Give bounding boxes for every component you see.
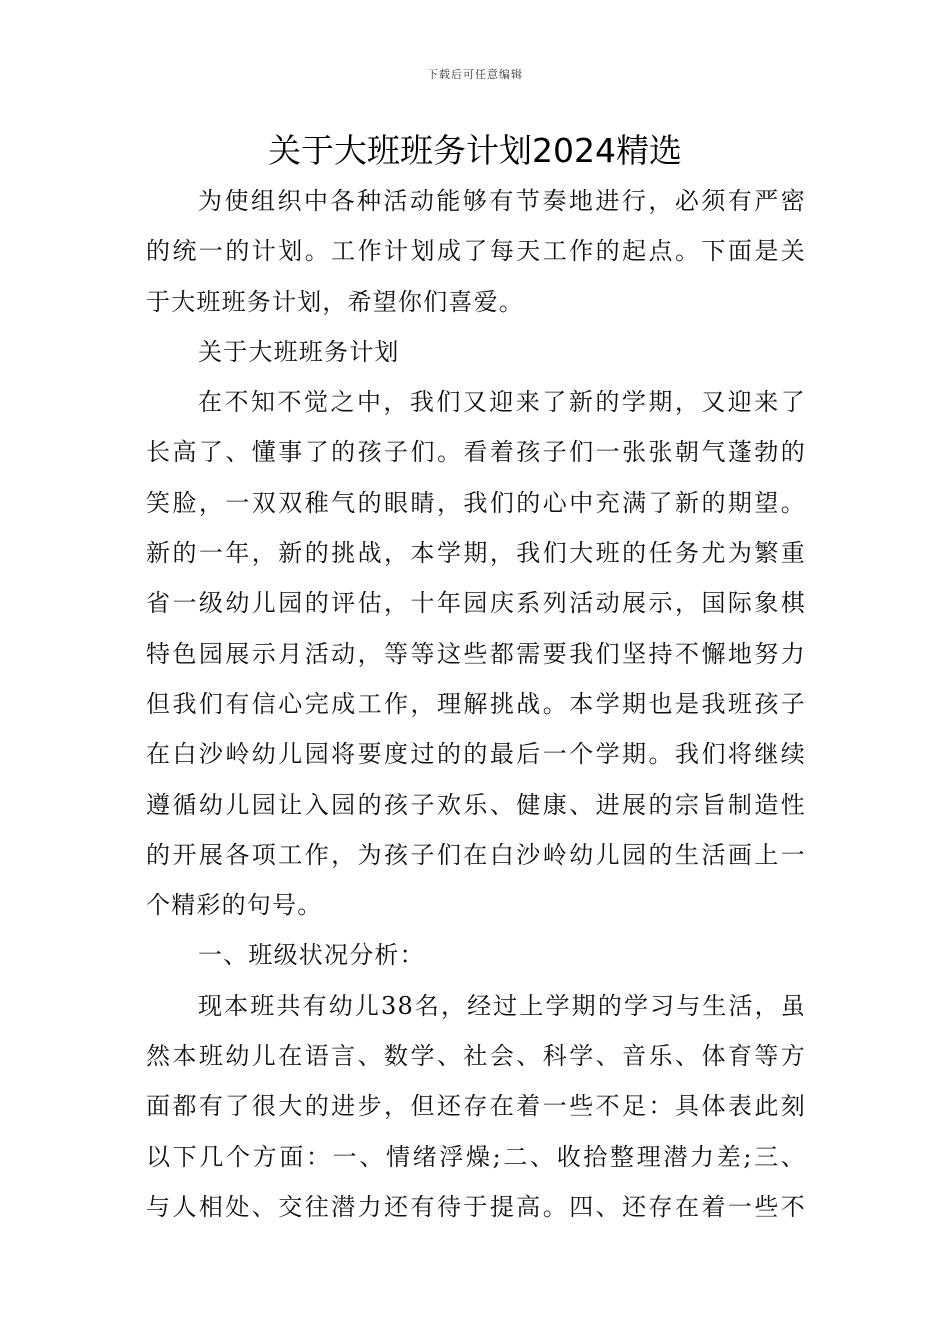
text-line: 与人相处、交往潜力还有待于提高。四、还存在着一些不 xyxy=(146,1192,806,1221)
text-line: 遵循幼儿园让入园的孩子欢乐、健康、进展的宗旨制造性 xyxy=(146,790,806,819)
text-line: 在白沙岭幼儿园将要度过的的最后一个学期。我们将继续 xyxy=(146,740,806,769)
text-line: 的统一的计划。工作计划成了每天工作的起点。下面是关 xyxy=(146,237,806,266)
text-line: 省一级幼儿园的评估，十年园庆系列活动展示，国际象棋 xyxy=(146,589,806,618)
document-title: 关于大班班务计划2024精选 xyxy=(268,131,682,170)
text-line: 为使组织中各种活动能够有节奏地进行，必须有严密 xyxy=(198,187,806,215)
text-line: 面都有了很大的进步，但还存在着一些不足：具体表此刻 xyxy=(146,1092,806,1121)
text-line: 现本班共有幼儿38名，经过上学期的学习与生活，虽 xyxy=(198,991,806,1020)
text-line: 特色园展示月活动，等等这些都需要我们坚持不懈地努力 xyxy=(146,639,806,668)
text-line: 关于大班班务计划 xyxy=(198,337,400,366)
text-line: 在不知不觉之中，我们又迎来了新的学期，又迎来了 xyxy=(198,388,806,417)
text-line: 以下几个方面：一、情绪浮燥;二、收拾整理潜力差;三、 xyxy=(146,1142,806,1171)
text-line: 笑脸，一双双稚气的眼睛，我们的心中充满了新的期望。 xyxy=(146,488,806,517)
text-line: 然本班幼儿在语言、数学、社会、科学、音乐、体育等方 xyxy=(146,1042,806,1071)
text-line: 一、班级状况分析： xyxy=(198,941,425,970)
text-line: 新的一年，新的挑战，本学期，我们大班的任务尤为繁重 xyxy=(146,539,806,568)
text-line: 长高了、懂事了的孩子们。看着孩子们一张张朝气蓬勃的 xyxy=(146,438,806,467)
text-line: 个精彩的句号。 xyxy=(146,891,323,920)
text-line: 的开展各项工作，为孩子们在白沙岭幼儿园的生活画上一 xyxy=(146,840,806,869)
text-line: 但我们有信心完成工作，理解挑战。本学期也是我班孩子 xyxy=(146,689,806,718)
body-text xyxy=(146,176,806,1232)
text-line: 于大班班务计划，希望你们喜爱。 xyxy=(146,287,524,316)
header-note: 下载后可任意编辑 xyxy=(427,68,523,81)
